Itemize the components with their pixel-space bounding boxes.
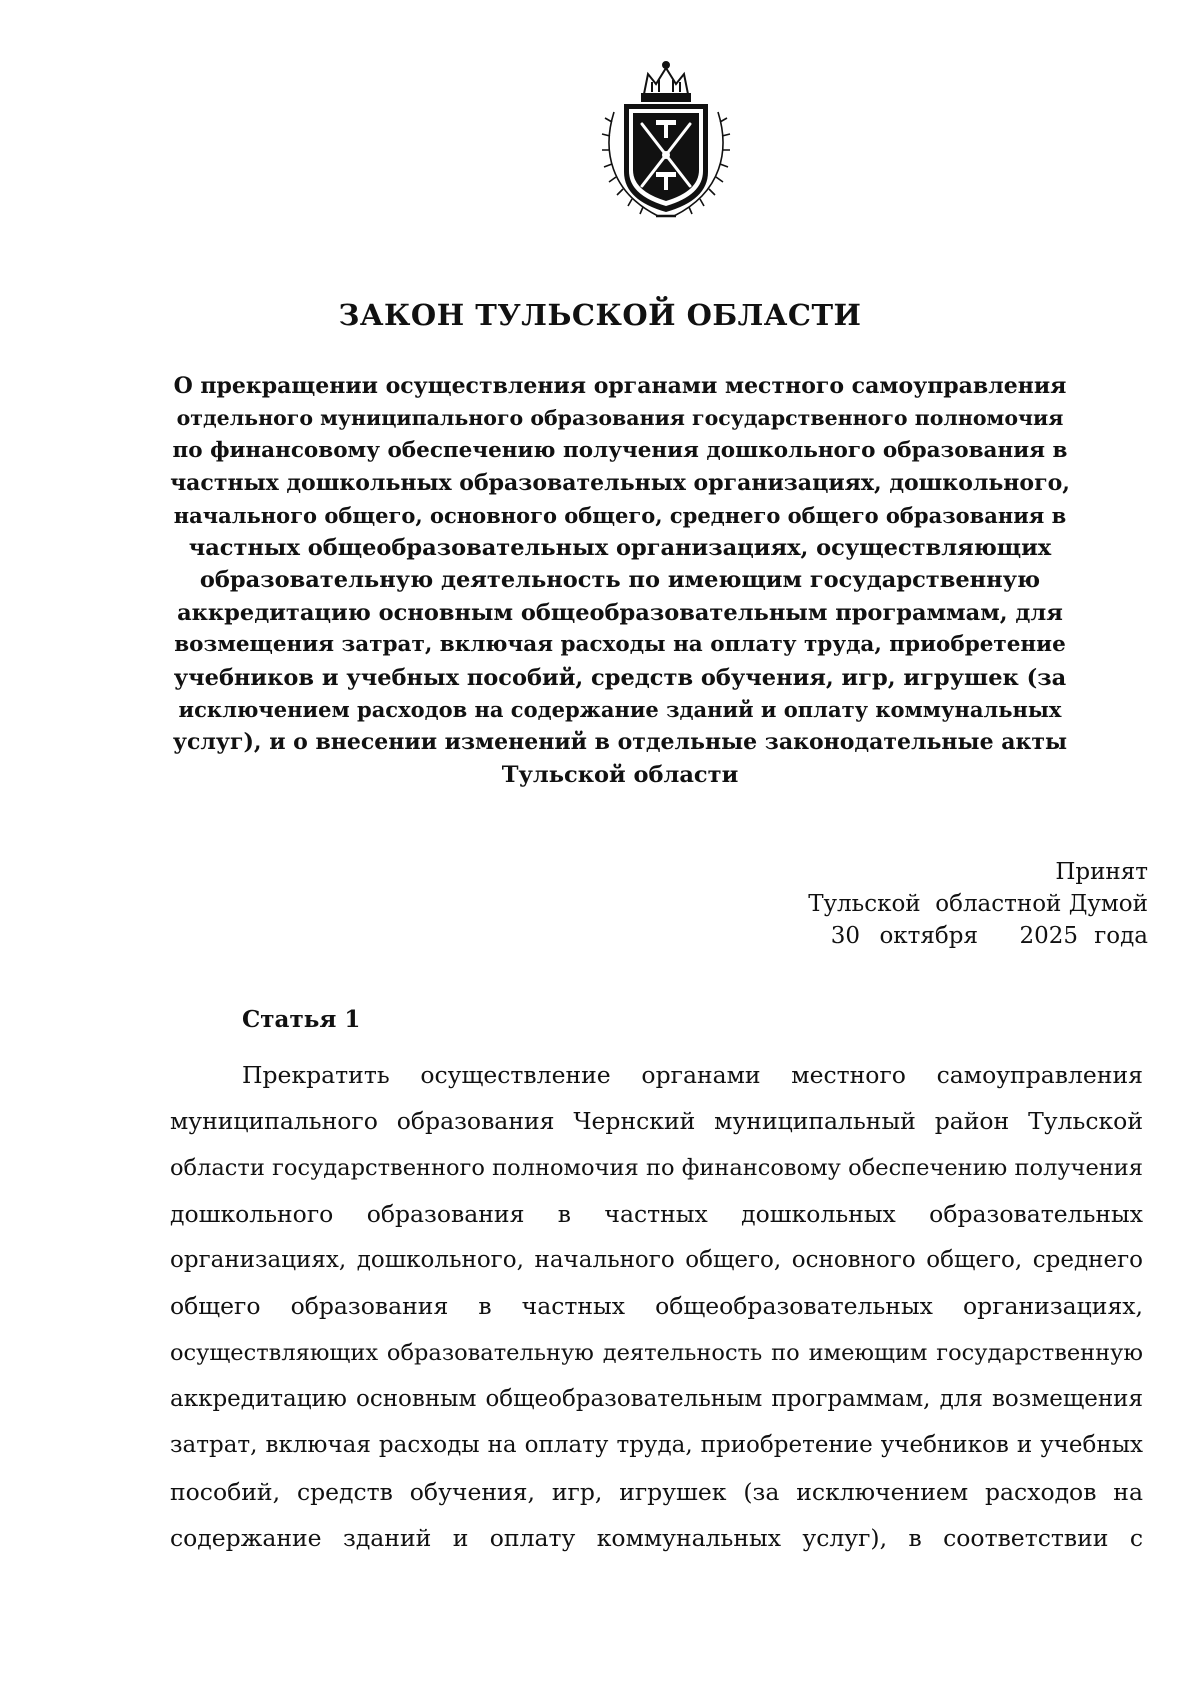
subject-line: образовательную деятельность по имеющим государственную (199, 567, 1041, 594)
subject-line: возмещения затрат, включая расходы на оплату труда, приобретение (174, 632, 1066, 658)
subject-line: отдельного муниципального образования государственного полномочия (176, 406, 1064, 431)
adopted-label: Принят (1055, 859, 1148, 885)
adoption-year: 2025 (1019, 923, 1078, 949)
adoption-block (800, 856, 1148, 952)
adoption-month: октября (879, 923, 978, 949)
article-line: муниципального образования Чернский муниципальный район Тульской (170, 1107, 1143, 1136)
subject-line: аккредитацию основным общеобразовательным программам, для (177, 599, 1063, 626)
article-line: пособий, средств обучения, игр, игрушек (за исключением расходов на (170, 1477, 1143, 1506)
article-line: области государственного полномочия по финансовому обеспечению получения (170, 1154, 1143, 1181)
article-line: Прекратить осуществление органами местного самоуправления (242, 1061, 1143, 1089)
adopting-body: Тульской областной Думой (808, 891, 1148, 917)
subject-line: начального общего, основного общего, среднего общего образования в (173, 502, 1067, 528)
adoption-date (800, 920, 1148, 952)
article-line: общего образования в частных общеобразовательных организациях, (170, 1292, 1143, 1321)
article-body (170, 1052, 1143, 1561)
article-line: осуществляющих образовательную деятельность по имеющим государственную (170, 1339, 1143, 1366)
subject-line: частных общеобразовательных организациях, осуществляющих (188, 535, 1052, 562)
article-line: содержание зданий и оплату коммунальных услуг), в соответствии с (170, 1523, 1143, 1552)
article-heading: Статья 1 (242, 1006, 361, 1033)
subject-line: исключением расходов на содержание зданий и оплату коммунальных (178, 697, 1062, 723)
tula-region-coat-of-arms-icon (596, 60, 736, 220)
adoption-year-word: года (1094, 923, 1148, 949)
article-line: аккредитацию основным общеобразовательным программам, для возмещения (170, 1386, 1143, 1413)
subject-line: по финансовому обеспечению получения дошкольного образования в (172, 437, 1068, 463)
subject-line: Тульской области (501, 761, 739, 788)
adoption-day: 30 (830, 923, 860, 949)
article-line: затрат, включая расходы на оплату труда, приобретение учебников и учебных (170, 1432, 1143, 1459)
law-subject-title (170, 370, 1070, 791)
article-line: дошкольного образования в частных дошкольных образовательных (170, 1199, 1143, 1228)
law-title: ЗАКОН ТУЛЬСКОЙ ОБЛАСТИ (338, 298, 862, 332)
article-line: организациях, дошкольного, начального общего, основного общего, среднего (170, 1247, 1143, 1274)
subject-line: частных дошкольных образовательных организациях, дошкольного, (170, 470, 1070, 497)
subject-line: О прекращении осуществления органами местного самоуправления (173, 373, 1067, 399)
subject-line: услуг), и о внесении изменений в отдельные законодательные акты (172, 729, 1068, 756)
subject-line: учебников и учебных пособий, средств обучения, игр, игрушек (за (173, 664, 1067, 691)
